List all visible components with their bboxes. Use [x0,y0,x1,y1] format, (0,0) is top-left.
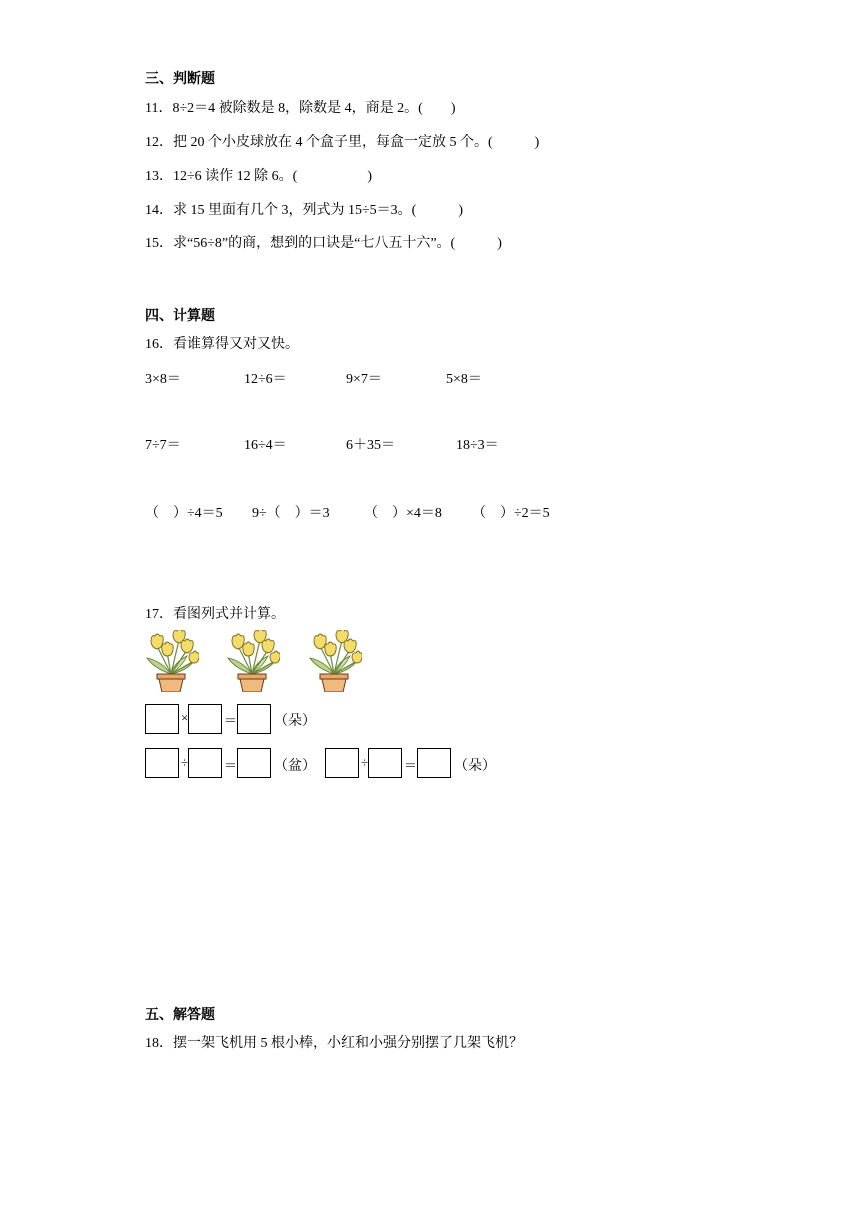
question-number: 16． [145,337,173,352]
calc-item: 12÷6＝ [244,372,287,387]
calc-item: 3×8＝ [145,372,181,387]
answer-box[interactable] [237,748,271,778]
question-text: 看图列式并计算。 [173,607,285,622]
section-heading-calc: 四、计算题 [145,309,215,324]
unit-label: （盆） [274,759,316,774]
answer-box[interactable] [368,748,402,778]
answer-box[interactable] [145,748,179,778]
calc-item: 9÷（ ）＝3 [252,506,330,521]
unit-label: （朵） [454,759,496,774]
calc-item: 5×8＝ [446,372,482,387]
equals-sign: ＝ [224,713,238,728]
calc-item: 7÷7＝ [145,438,181,453]
section-heading-solve: 五、解答题 [145,1008,215,1023]
question-18 [145,1032,523,1052]
question-number: 15． [145,236,173,251]
operator: ÷ [181,755,189,770]
question-12 [145,131,539,151]
answer-box[interactable] [237,704,271,734]
operator: × [181,710,189,725]
answer-box[interactable] [325,748,359,778]
question-text: 12÷6 读作 12 除 6。( ) [173,169,373,184]
equals-sign: ＝ [224,758,238,773]
equals-sign: ＝ [404,758,418,773]
calc-item: （ ）÷4＝5 [145,506,223,521]
question-14 [145,199,463,219]
operator: ÷ [361,755,369,770]
question-text: 摆一架飞机用 5 根小棒，小红和小强分别摆了几架飞机？ [173,1036,523,1051]
question-17 [145,603,285,623]
answer-box[interactable] [188,704,222,734]
question-text: 8÷2＝4 被除数是 8，除数是 4，商是 2。( ) [172,101,456,116]
question-15 [145,232,502,252]
answer-box[interactable] [188,748,222,778]
unit-label: （朵） [274,714,316,729]
calc-item: （ ）×4＝8 [364,506,442,521]
question-number: 14． [145,203,173,218]
question-text: 把 20 个小皮球放在 4 个盒子里，每盒一定放 5 个。( ) [173,135,540,150]
question-11 [145,97,456,117]
question-number: 18． [145,1036,173,1051]
question-text: 看谁算得又对又快。 [173,337,299,352]
question-13 [145,165,372,185]
calc-item: （ ）÷2＝5 [472,506,550,521]
calc-item: 6＋35＝ [346,438,395,453]
question-number: 17． [145,607,173,622]
potted-tulips-icon [143,630,199,692]
potted-tulips-icon [224,630,280,692]
answer-box[interactable] [417,748,451,778]
calc-item: 18÷3＝ [456,438,499,453]
calc-item: 9×7＝ [346,372,382,387]
potted-tulips-icon [306,630,362,692]
question-text: 求 15 里面有几个 3，列式为 15÷5＝3。( ) [173,203,464,218]
calc-item: 16÷4＝ [244,438,287,453]
section-heading-judge: 三、判断题 [145,72,215,87]
question-number: 13． [145,169,173,184]
question-number: 11． [145,101,173,116]
question-number: 12． [145,135,173,150]
answer-box[interactable] [145,704,179,734]
question-text: 求“56÷8”的商，想到的口诀是“七八五十六”。( ) [173,236,502,251]
question-16 [145,333,299,353]
